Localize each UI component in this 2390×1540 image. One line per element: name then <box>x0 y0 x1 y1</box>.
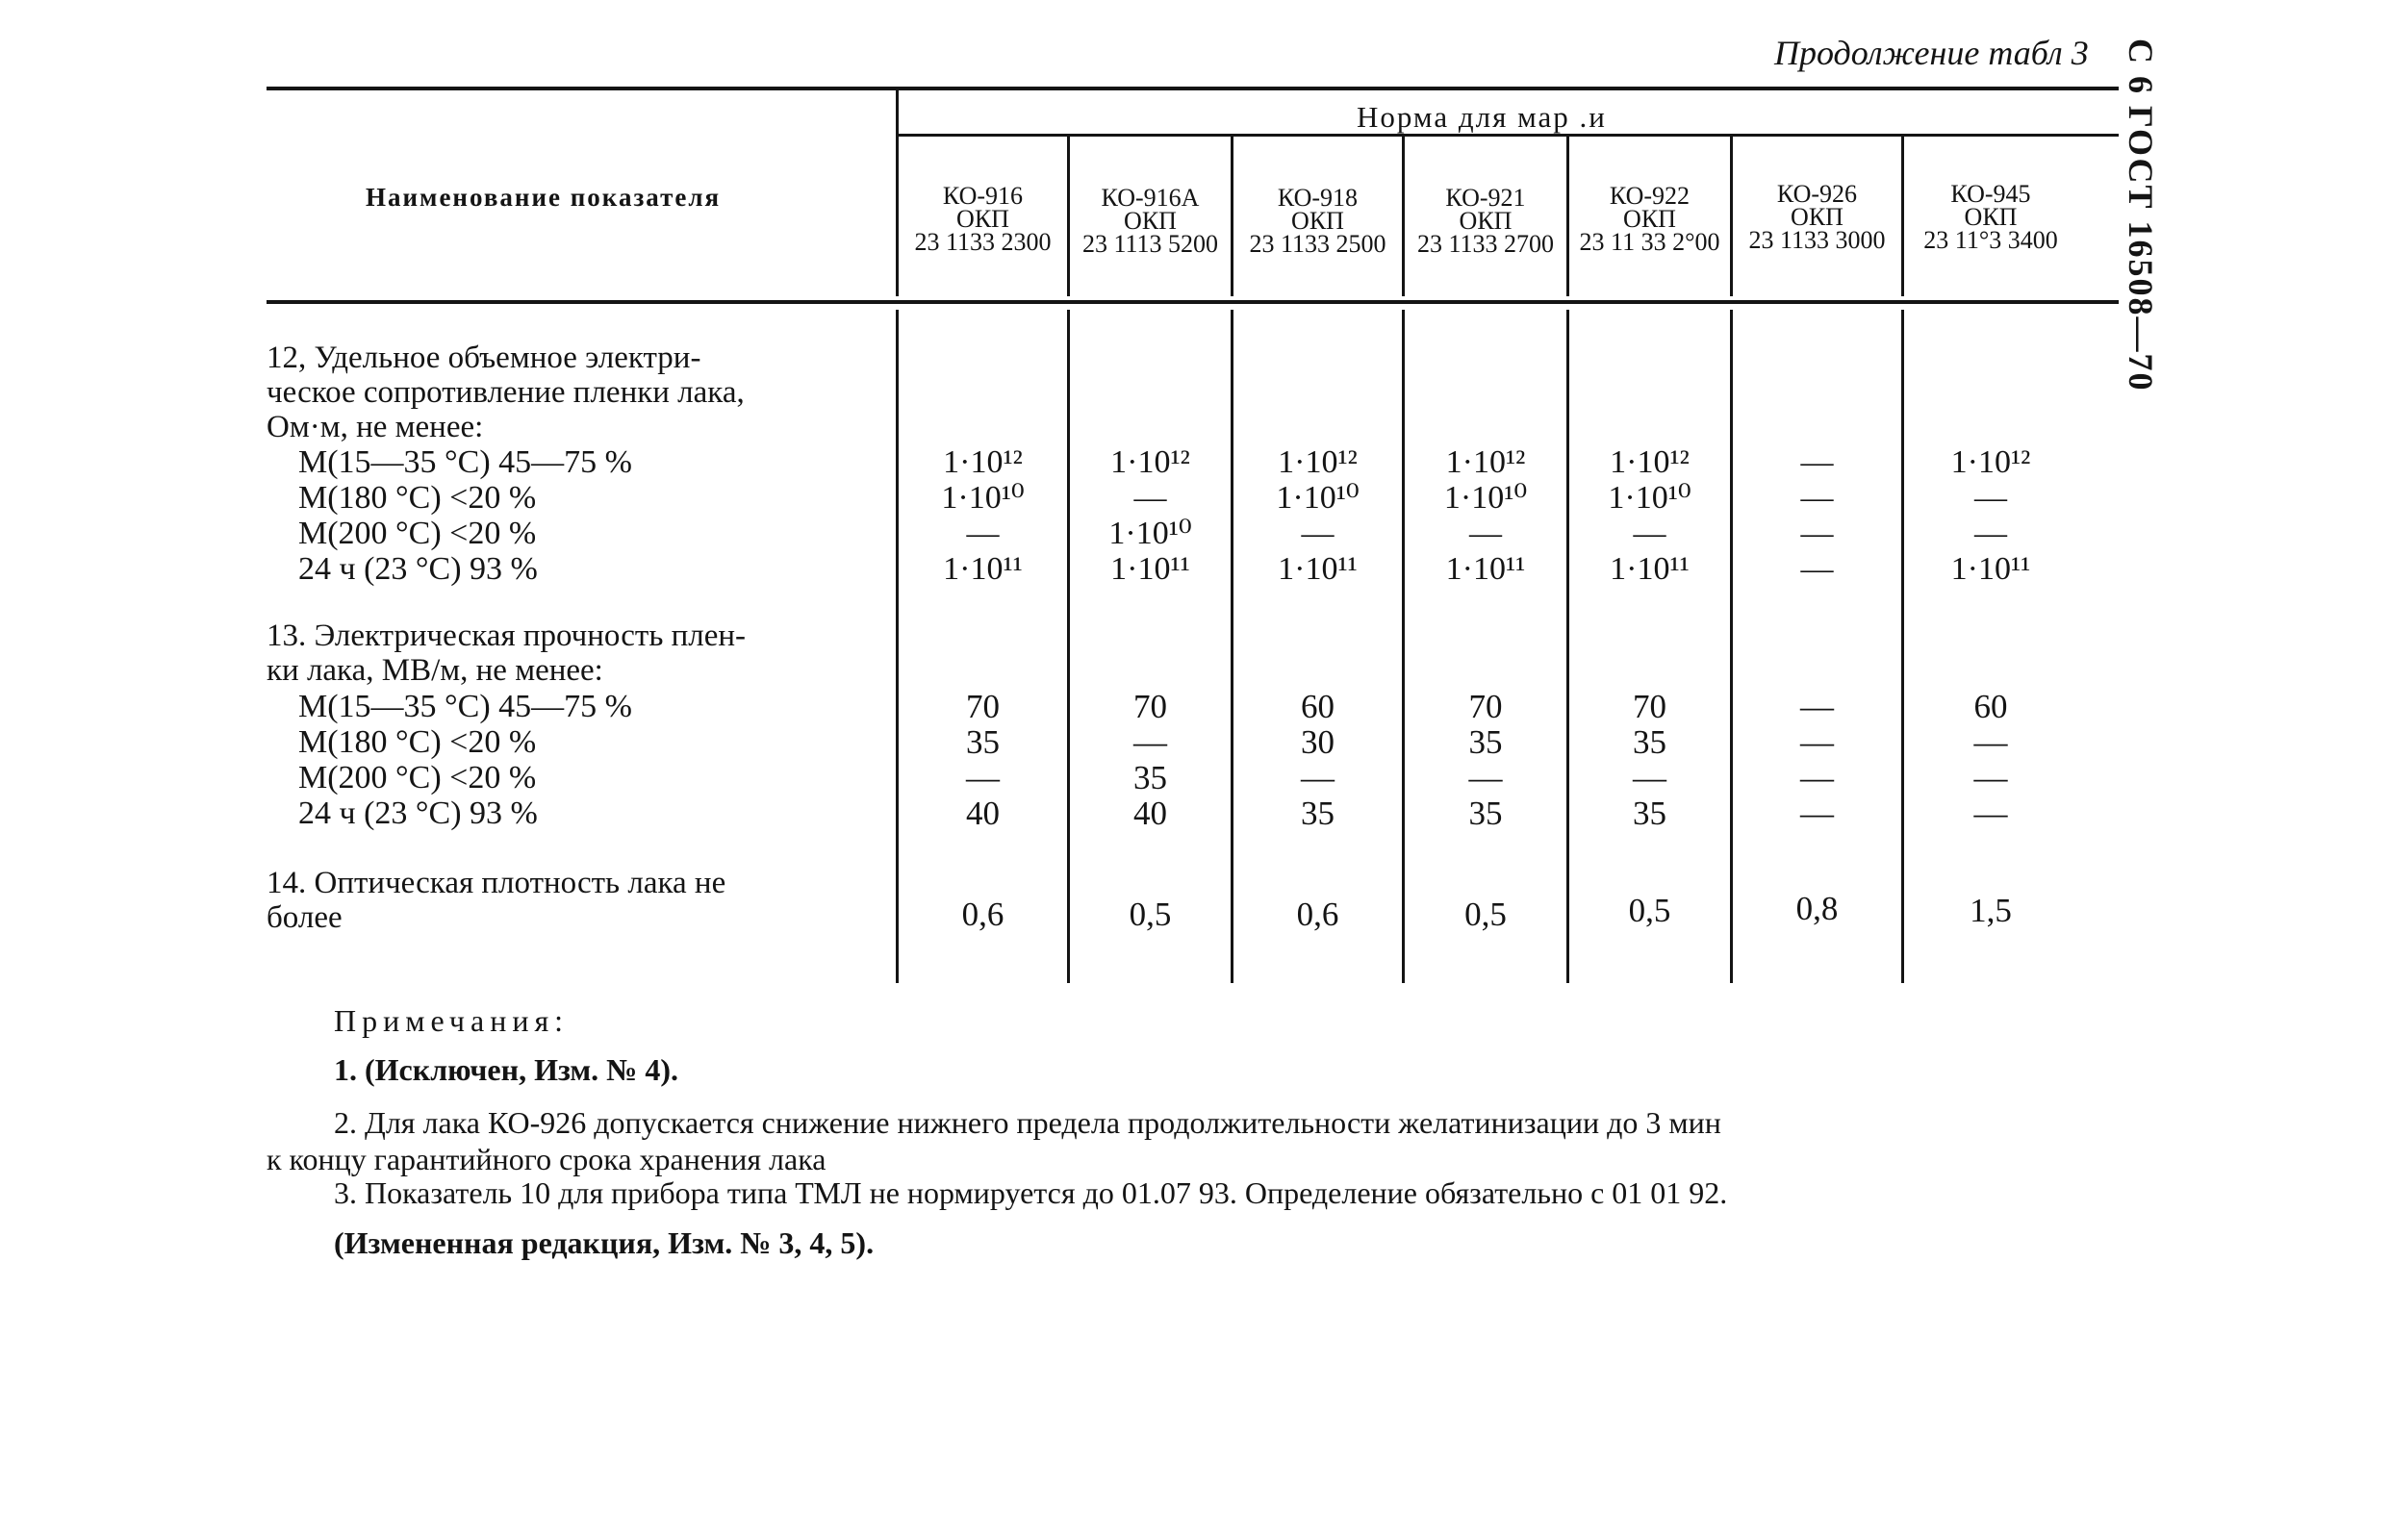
note-1: 1. (Исключен, Изм. № 4). <box>334 1052 678 1087</box>
column-brand: КО-922 <box>1609 182 1691 210</box>
column-code: 23 1133 3000 <box>1748 226 1886 254</box>
column-code: 23 1133 2500 <box>1249 230 1386 258</box>
column-head <box>1904 180 2077 254</box>
row-12-value: 1·10¹² — 1·10¹⁰ 1·10¹¹ <box>1108 444 1192 587</box>
column-okp: ОКП <box>1623 205 1676 233</box>
table-column-divider <box>1730 310 1733 983</box>
row-12-value: 1·10¹² 1·10¹⁰ — 1·10¹¹ <box>1608 444 1691 587</box>
header-bottom-rule <box>267 300 2119 304</box>
continuation-caption: Продолжение табл 3 <box>1774 34 2089 72</box>
column-code: 23 1113 5200 <box>1081 230 1219 258</box>
side-standard-label: С 6 ГОСТ 16508—70 <box>2122 38 2160 392</box>
note-2-line-1: 2. Для лака КО-926 допускается снижение нижнего предела продолжительности желатинизации до 3 мин <box>334 1105 1721 1140</box>
column-okp: ОКП <box>1291 207 1344 235</box>
row-12-value: 1·10¹² 1·10¹⁰ — 1·10¹¹ <box>941 444 1025 587</box>
row-14-value: 0,5 <box>1628 892 1671 929</box>
amended-edition: (Измененная редакция, Изм. № 3, 4, 5). <box>334 1225 875 1260</box>
column-head <box>1733 180 1901 254</box>
column-brand: КО-916 <box>942 182 1024 210</box>
row-13-value: 70 — 35 40 <box>1133 688 1167 832</box>
row-13-value: 70 35 — 35 <box>1633 688 1666 832</box>
row-12-value: 1·10¹² 1·10¹⁰ — 1·10¹¹ <box>1276 444 1360 587</box>
column-code: 23 1133 2700 <box>1416 230 1555 258</box>
row-13-value: 70 35 — 35 <box>1468 688 1503 832</box>
row-14-value: 0,6 <box>1296 896 1339 933</box>
column-head <box>1569 182 1730 256</box>
table-column-divider <box>1901 310 1904 983</box>
row-14-value: 0,6 <box>961 896 1004 933</box>
row-14-value: 0,5 <box>1464 896 1507 933</box>
header-norm-for-brands: Норма для мар .и <box>1357 100 1607 134</box>
column-head <box>1233 184 1402 258</box>
row-13-value: — — — — <box>1800 688 1834 832</box>
column-code: 23 1133 2300 <box>914 228 1052 256</box>
row-13-value: 60 30 — 35 <box>1301 688 1335 832</box>
notes-heading: Примечания: <box>334 1003 570 1038</box>
column-head <box>1405 184 1566 258</box>
note-3: 3. Показатель 10 для прибора типа ТМЛ не нормируется до 01.07 93. Определение обязательно с 01 01 92. <box>334 1175 1728 1210</box>
column-okp: ОКП <box>1459 207 1513 235</box>
row-13-value: 70 35 — 40 <box>966 688 1000 832</box>
column-head <box>1070 184 1231 258</box>
row-13-conditions: М(15—35 °С) 45—75 % М(180 °С) <20 % М(200 °С) <20 % 24 ч (23 °С) 93 % <box>298 689 632 831</box>
table-column-divider <box>1231 310 1233 983</box>
row-13-title: 13. Электрическая прочность плен- ки лака, МВ/м, не менее: <box>267 619 747 688</box>
row-12-value: — — — — <box>1800 444 1834 587</box>
column-code: 23 11 33 2°00 <box>1579 228 1720 256</box>
row-14-value: 1,5 <box>1970 892 2012 929</box>
table-column-divider <box>896 310 899 983</box>
table-column-divider <box>1566 310 1569 983</box>
row-12-value: 1·10¹² — — 1·10¹¹ <box>1950 444 2031 587</box>
table-column-divider <box>1067 310 1070 983</box>
column-okp: ОКП <box>956 205 1009 233</box>
row-12-title: 12, Удельное объемное электри- ческое сопротивление пленки лака, Ом·м, не менее: <box>267 341 745 444</box>
row-12-conditions: М(15—35 °С) 45—75 % М(180 °С) <20 % М(200 °С) <20 % 24 ч (23 °С) 93 % <box>298 444 632 587</box>
header-indicator-name: Наименование показателя <box>366 183 722 212</box>
row-14-value: 0,5 <box>1129 896 1172 933</box>
table-top-rule <box>267 87 2119 90</box>
column-okp: ОКП <box>1124 207 1177 235</box>
column-head <box>899 182 1067 256</box>
column-brand: КО-945 <box>1950 180 2031 208</box>
column-brand: КО-921 <box>1445 184 1526 212</box>
column-code: 23 11°3 3400 <box>1923 226 2058 254</box>
column-brand: КО-926 <box>1776 180 1858 208</box>
row-13-value: 60 — — — <box>1973 688 2008 832</box>
table-column-divider <box>1402 310 1405 983</box>
column-okp: ОКП <box>1791 203 1843 231</box>
column-brand: КО-916А <box>1101 184 1200 212</box>
column-brand: КО-918 <box>1277 184 1359 212</box>
row-14-value: 0,8 <box>1795 890 1839 927</box>
column-okp: ОКП <box>1964 203 2018 231</box>
row-14-title: 14. Оптическая плотность лака не более <box>267 866 726 935</box>
row-12-value: 1·10¹² 1·10¹⁰ — 1·10¹¹ <box>1443 444 1528 587</box>
note-2-line-2: к концу гарантийного срока хранения лака <box>267 1142 826 1176</box>
